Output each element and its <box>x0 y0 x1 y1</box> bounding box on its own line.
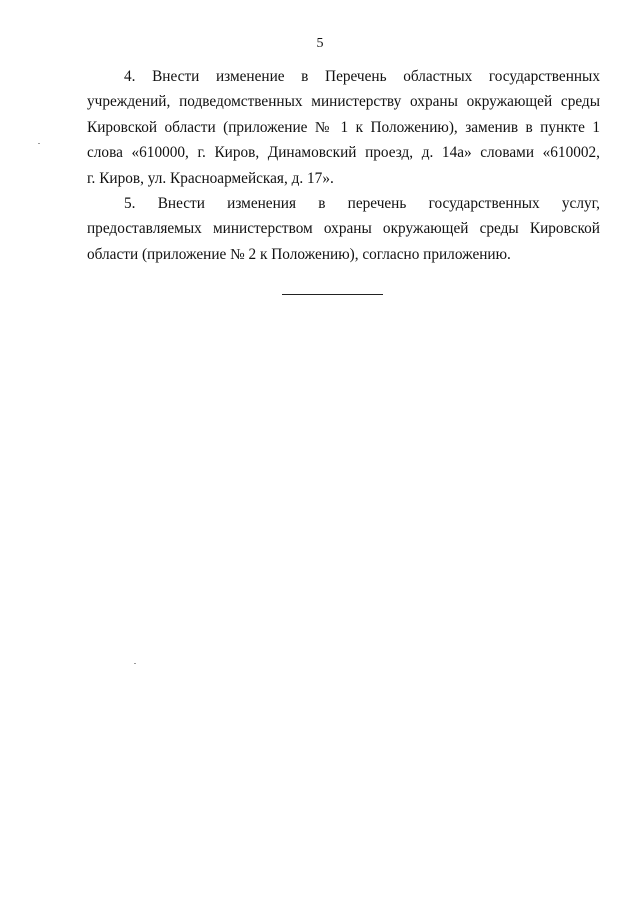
paragraph-line: Кировской области (приложение № 1 к Положению), заменив в пункте 1 <box>87 118 600 136</box>
paragraph-4 <box>87 64 600 191</box>
paragraph-line: учреждений, подведомственных министерству охраны окружающей среды <box>87 93 600 111</box>
page-number: 5 <box>316 36 324 51</box>
paragraph-line: области (приложение № 2 к Положению), согласно приложению. <box>87 245 511 263</box>
end-of-document-rule <box>282 294 383 295</box>
scan-speck <box>134 663 136 664</box>
paragraph-5 <box>87 191 600 267</box>
paragraph-line: 4. Внести изменение в Перечень областных государственных <box>124 68 600 85</box>
paragraph-line: предоставляемых министерством охраны окружающей среды Кировской <box>87 220 600 238</box>
paragraph-line: 5. Внести изменения в перечень государственных услуг, <box>124 195 600 213</box>
document-body <box>87 64 600 267</box>
paragraph-line: г. Киров, ул. Красноармейская, д. 17». <box>87 169 334 187</box>
scan-speck <box>38 143 40 144</box>
paragraph-line: слова «610000, г. Киров, Динамовский проезд, д. 14а» словами «610002, <box>87 144 600 162</box>
